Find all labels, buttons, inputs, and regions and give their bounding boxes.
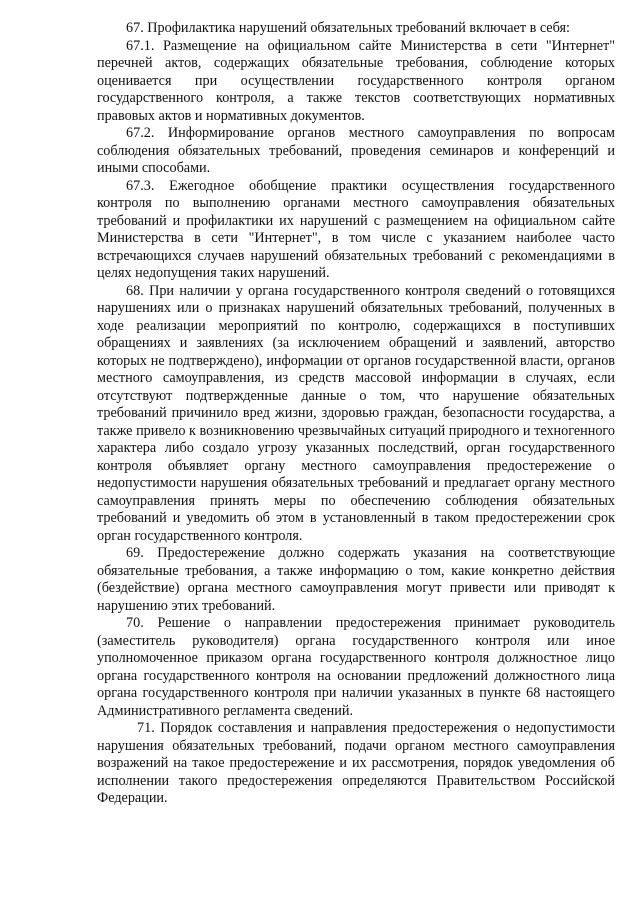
paragraph-67-3: 67.3. Ежегодное обобщение практики осуществления государственного контроля по выполнению органами местного самоуправления обязательных требований и профилактики их нарушений с размещением на официальном сайте Министерства в сети "Интернет", в том числе с указанием наиболее часто встречающихся случаев нарушений обязательных требований с рекомендациями в целях недопущения таких нарушений. [97, 177, 615, 281]
paragraph-71: 71. Порядок составления и направления предостережения о недопустимости нарушения обязательных требований, подачи органом местного самоуправления возражений на такое предостережение и их рассмотрения, порядок уведомления об исполнении такого предостережения определяются Правительством Российской Федерации. [97, 720, 615, 806]
paragraph-67: 67. Профилактика нарушений обязательных требований включает в себя: [126, 20, 570, 36]
paragraph-69: 69. Предостережение должно содержать указания на соответствующие обязательные требования, а также информацию о том, какие конкретно действия (бездействие) органа местного самоуправления могут привести или приводят к нарушению этих требований. [97, 545, 615, 614]
paragraph-68: 68. При наличии у органа государственного контроля сведений о готовящихся нарушениях или о признаках нарушений обязательных требований, полученных в ходе реализации мероприятий по контролю, содержащихся в поступивших обращениях и заявлениях (за исключением обращений и заявлений, авторство которых не подтверждено), информации от органов государственной власти, органов местного самоуправления, из средств массовой информации в случаях, если отсутствуют подтвержденные данные о том, что нарушение обязательных требований причинило вред жизни, здоровью граждан, безопасности государства, а также привело к возникновению чрезвычайных ситуаций природного и техногенного характера либо создало угрозу указанных последствий, орган государственного контроля объявляет органу местного самоуправления предостережение о недопустимости нарушения обязательных требований и предлагает органу местного самоуправления принять меры по обеспечению соблюдения обязательных требований и уведомить об этом в установленный в таком предостережении срок орган государственного контроля. [97, 282, 615, 544]
paragraph-70: 70. Решение о направлении предостережения принимает руководитель (заместитель руководителя) органа государственного контроля или иное уполномоченное приказом органа государственного контроля должностное лицо органа государственного контроля на основании предложений должностного лица органа государственного контроля при наличии указанных в пункте 68 настоящего Административного регламента сведений. [97, 615, 615, 719]
document-page [97, 20, 615, 808]
paragraph-67-1: 67.1. Размещение на официальном сайте Министерства в сети "Интернет" перечней актов, содержащих обязательные требования, соблюдение которых оценивается при осуществлении государственного контроля органом государственного контроля, а также текстов соответствующих нормативных правовых актов и нормативных документов. [97, 37, 615, 124]
paragraph-67-2: 67.2. Информирование органов местного самоуправления по вопросам соблюдения обязательных требований, проведения семинаров и конференций и иными способами. [97, 125, 615, 176]
